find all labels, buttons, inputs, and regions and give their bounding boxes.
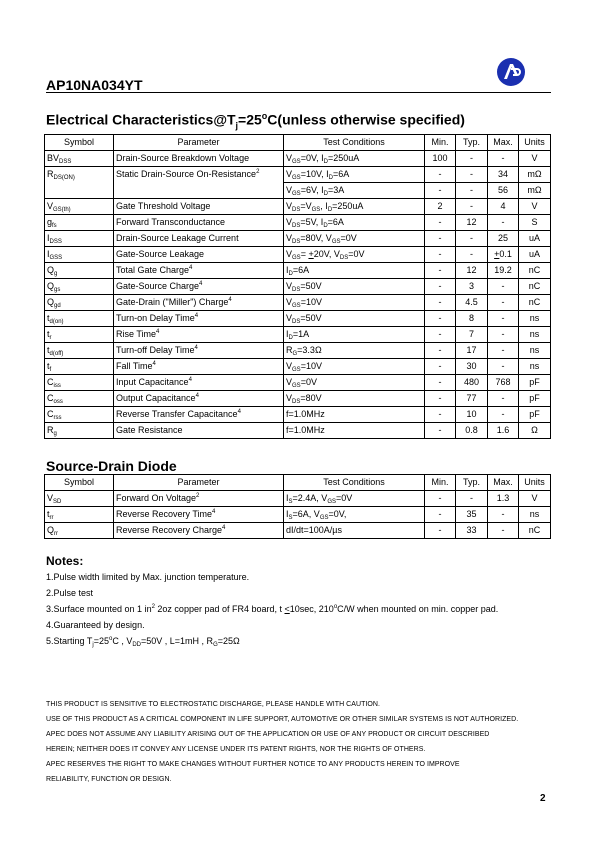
cell-units: ns [519,311,551,327]
cell-min: - [425,167,456,183]
cell-min: - [425,295,456,311]
header-min: Min. [425,475,456,491]
table-row [45,295,551,311]
cell-max: - [488,343,519,359]
disclaimer-line-3: APEC DOES NOT ASSUME ANY LIABILITY ARISING OUT OF THE APPLICATION OR USE OF ANY PRODUCT OR CIRCUIT DESCRIBED [46,731,490,738]
table-row [45,375,551,391]
table-row [45,391,551,407]
cell-max: - [488,407,519,423]
cell-min: - [425,375,456,391]
cell-max: - [488,279,519,295]
header-rule [46,92,551,93]
table-row [45,407,551,423]
cell-units: ns [519,343,551,359]
cell-typ: - [456,167,488,183]
cell-units: ns [519,359,551,375]
note-3: 3.Surface mounted on 1 $in^2$ 2oz copper pad of FR4 board, t <10sec, 210$^o$C/W when mounted on min. copper pad. [46,604,499,614]
cell-test-conditions: $V_{GS}=0V$, $I_D=250uA$ [284,151,425,167]
cell-test-conditions: $V_{GS}=0V$ [284,375,425,391]
header-symbol: Symbol [45,475,114,491]
cell-units: nC [519,279,551,295]
cell-typ: 10 [456,407,488,423]
cell-parameter: Turn-on Delay Time$^4$ [114,311,284,327]
cell-max: - [488,523,519,539]
cell-min: - [425,215,456,231]
cell-min: - [425,491,456,507]
note-4: 4.Guaranteed by design. [46,620,145,630]
cell-test-conditions: $V_{GS}=6V$, $I_D=3A$ [284,183,425,199]
header-max: Max. [488,475,519,491]
header-test-conditions: Test Conditions [284,135,425,151]
cell-symbol: $t_{rr}$ [45,507,114,523]
cell-max: - [488,327,519,343]
cell-parameter: Reverse Recovery Time$^4$ [114,507,284,523]
cell-min: - [425,391,456,407]
cell-units: uA [519,247,551,263]
cell-typ: 0.8 [456,423,488,439]
cell-symbol: $I_{DSS}$ [45,231,114,247]
cell-units: uA [519,231,551,247]
electrical-characteristics-table [44,134,551,439]
cell-typ: 4.5 [456,295,488,311]
cell-symbol: $t_r$ [45,327,114,343]
cell-symbol: $R_g$ [45,423,114,439]
cell-symbol: $V_{GS(th)}$ [45,199,114,215]
cell-typ: - [456,231,488,247]
cell-max: - [488,391,519,407]
cell-test-conditions: $V_{DS}=5V$, $I_D=6A$ [284,215,425,231]
cell-test-conditions: $V_{DS}=80V$, $V_{GS}=0V$ [284,231,425,247]
cell-symbol: $t_{d(off)}$ [45,343,114,359]
cell-test-conditions: $V_{DS}=80V$ [284,391,425,407]
cell-symbol: $t_{d(on)}$ [45,311,114,327]
cell-typ: 33 [456,523,488,539]
cell-typ: 12 [456,263,488,279]
table-row [45,215,551,231]
cell-units: ns [519,507,551,523]
cell-units: ns [519,327,551,343]
table-row [45,231,551,247]
note-5: 5.Starting $T_j=25^oC$ , $V_{DD}=50V$ , L=1mH , $R_G=25\Omega$ [46,636,240,648]
cell-max: - [488,311,519,327]
cell-units: pF [519,391,551,407]
cell-parameter: Static Drain-Source On-Resistance$^2$ [114,167,284,199]
cell-units: nC [519,263,551,279]
table-row [45,359,551,375]
cell-min: - [425,263,456,279]
cell-min: 100 [425,151,456,167]
cell-units: Ω [519,423,551,439]
cell-max: 768 [488,375,519,391]
cell-typ: - [456,151,488,167]
cell-min: - [425,423,456,439]
disclaimer-line-6: RELIABILITY, FUNCTION OR DESIGN. [46,776,172,783]
cell-max: - [488,295,519,311]
cell-test-conditions: $I_D=6A$ [284,263,425,279]
cell-parameter: Turn-off Delay Time$^4$ [114,343,284,359]
cell-parameter: Drain-Source Breakdown Voltage [114,151,284,167]
cell-test-conditions: f=1.0MHz [284,407,425,423]
header-symbol: Symbol [45,135,114,151]
cell-min: 2 [425,199,456,215]
cell-min: - [425,311,456,327]
header-parameter: Parameter [114,135,284,151]
header-typ: Typ. [456,475,488,491]
cell-min: - [425,231,456,247]
table-row [45,491,551,507]
table-row [45,507,551,523]
cell-symbol: $I_{GSS}$ [45,247,114,263]
cell-typ: 35 [456,507,488,523]
cell-symbol: $t_f$ [45,359,114,375]
cell-symbol: $C_{iss}$ [45,375,114,391]
cell-test-conditions: $I_S=2.4A$, $V_{GS}=0V$ [284,491,425,507]
cell-parameter: Input Capacitance$^4$ [114,375,284,391]
electrical-characteristics-title: Electrical $Characteristics@T_j=25^oC(unless$ otherwise specified) [46,111,465,131]
cell-symbol: $C_{oss}$ [45,391,114,407]
cell-symbol: $Q_g$ [45,263,114,279]
table-row [45,263,551,279]
cell-max: 1.6 [488,423,519,439]
header-test-conditions: Test Conditions [284,475,425,491]
cell-test-conditions: $I_D=1A$ [284,327,425,343]
cell-typ: 3 [456,279,488,295]
cell-parameter: Drain-Source Leakage Current [114,231,284,247]
note-2: 2.Pulse test [46,588,94,598]
table-row [45,311,551,327]
part-number-title: AP10NA034YT [46,77,143,93]
table-row [45,523,551,539]
cell-parameter: Gate-Source Leakage [114,247,284,263]
cell-units: nC [519,523,551,539]
cell-min: - [425,407,456,423]
cell-units: mΩ [519,167,551,183]
cell-typ: 77 [456,391,488,407]
company-logo-icon [496,57,526,87]
cell-parameter: Total Gate Charge$^4$ [114,263,284,279]
cell-parameter: Reverse Recovery Charge$^4$ [114,523,284,539]
cell-typ: 8 [456,311,488,327]
cell-typ: 7 [456,327,488,343]
cell-symbol: $Q_{gd}$ [45,295,114,311]
cell-max: - [488,215,519,231]
cell-parameter: Gate-Source Charge$^4$ [114,279,284,295]
cell-max: 56 [488,183,519,199]
cell-parameter: Gate-Drain ("Miller") Charge$^4$ [114,295,284,311]
cell-symbol: $Q_{rr}$ [45,523,114,539]
note-1: 1.Pulse width limited by Max. junction temperature. [46,572,250,582]
table-row [45,151,551,167]
cell-parameter: Forward Transconductance [114,215,284,231]
disclaimer-line-2: USE OF THIS PRODUCT AS A CRITICAL COMPONENT IN LIFE SUPPORT, AUTOMOTIVE OR OTHER SIMILAR SYSTEMS IS NOT AUTHORIZED. [46,716,519,723]
cell-typ: 12 [456,215,488,231]
cell-min: - [425,279,456,295]
header-max: Max. [488,135,519,151]
cell-min: - [425,183,456,199]
cell-max: 25 [488,231,519,247]
cell-parameter: Output Capacitance$^4$ [114,391,284,407]
cell-test-conditions: dI/dt=100A/µs [284,523,425,539]
cell-symbol: $Q_{gs}$ [45,279,114,295]
header-units: Units [519,475,551,491]
cell-typ: 480 [456,375,488,391]
cell-min: - [425,343,456,359]
cell-units: pF [519,375,551,391]
cell-typ: 30 [456,359,488,375]
cell-units: mΩ [519,183,551,199]
cell-max: - [488,359,519,375]
cell-symbol: $V_{SD}$ [45,491,114,507]
notes-title: Notes: [46,554,84,568]
table-row [45,279,551,295]
cell-min: - [425,507,456,523]
cell-max: +0.1 [488,247,519,263]
cell-parameter: Forward On Voltage$^2$ [114,491,284,507]
table-row [45,199,551,215]
cell-max: - [488,507,519,523]
cell-test-conditions: $V_{DS}=50V$ [284,279,425,295]
cell-parameter: Reverse Transfer Capacitance$^4$ [114,407,284,423]
cell-parameter: Fall Time$^4$ [114,359,284,375]
cell-typ: - [456,491,488,507]
cell-units: V [519,199,551,215]
table-row [45,167,551,183]
cell-max: 4 [488,199,519,215]
cell-test-conditions: $V_{GS}=10V$ [284,295,425,311]
cell-test-conditions: $I_S=6A$, $V_{GS}=0V$, [284,507,425,523]
cell-units: S [519,215,551,231]
cell-parameter: Rise Time$^4$ [114,327,284,343]
cell-test-conditions: $V_{DS}=50V$ [284,311,425,327]
cell-min: - [425,523,456,539]
cell-typ: - [456,247,488,263]
disclaimer-line-4: HEREIN; NEITHER DOES IT CONVEY ANY LICENSE UNDER ITS PATENT RIGHTS, NOR THE RIGHTS OF OTHERS. [46,746,426,753]
cell-symbol: $BV_{DSS}$ [45,151,114,167]
disclaimer-line-1: THIS PRODUCT IS SENSITIVE TO ELECTROSTATIC DISCHARGE, PLEASE HANDLE WITH CAUTION. [46,701,381,708]
cell-min: - [425,359,456,375]
cell-typ: - [456,183,488,199]
cell-symbol: $R_{DS(ON)}$ [45,167,114,199]
header-typ: Typ. [456,135,488,151]
cell-typ: - [456,199,488,215]
table-row [45,327,551,343]
cell-symbol: $C_{rss}$ [45,407,114,423]
cell-parameter: Gate Threshold Voltage [114,199,284,215]
table-row [45,247,551,263]
cell-min: - [425,327,456,343]
cell-max: 1.3 [488,491,519,507]
header-min: Min. [425,135,456,151]
cell-typ: 17 [456,343,488,359]
cell-max: 19.2 [488,263,519,279]
table-row [45,423,551,439]
cell-test-conditions: $V_{GS}=10V$ [284,359,425,375]
source-drain-diode-table [44,474,551,539]
cell-units: nC [519,295,551,311]
cell-test-conditions: $V_{DS}=V_{GS}$, $I_D=250uA$ [284,199,425,215]
cell-units: V [519,491,551,507]
cell-test-conditions: $V_{GS}= +20V$, $V_{DS}=0V$ [284,247,425,263]
page-number: 2 [540,793,546,804]
cell-test-conditions: $V_{GS}=10V$, $I_D=6A$ [284,167,425,183]
cell-test-conditions: f=1.0MHz [284,423,425,439]
cell-test-conditions: $R_G=3.3\Omega$ [284,343,425,359]
cell-max: - [488,151,519,167]
table-row [45,343,551,359]
header-parameter: Parameter [114,475,284,491]
source-drain-diode-title: Source-Drain Diode [46,458,177,474]
header-units: Units [519,135,551,151]
disclaimer-line-5: APEC RESERVES THE RIGHT TO MAKE CHANGES WITHOUT FURTHER NOTICE TO ANY PRODUCTS HEREIN TO IMPROVE [46,761,460,768]
cell-units: V [519,151,551,167]
cell-max: 34 [488,167,519,183]
cell-min: - [425,247,456,263]
cell-units: pF [519,407,551,423]
cell-parameter: Gate Resistance [114,423,284,439]
cell-symbol: $g_{fs}$ [45,215,114,231]
